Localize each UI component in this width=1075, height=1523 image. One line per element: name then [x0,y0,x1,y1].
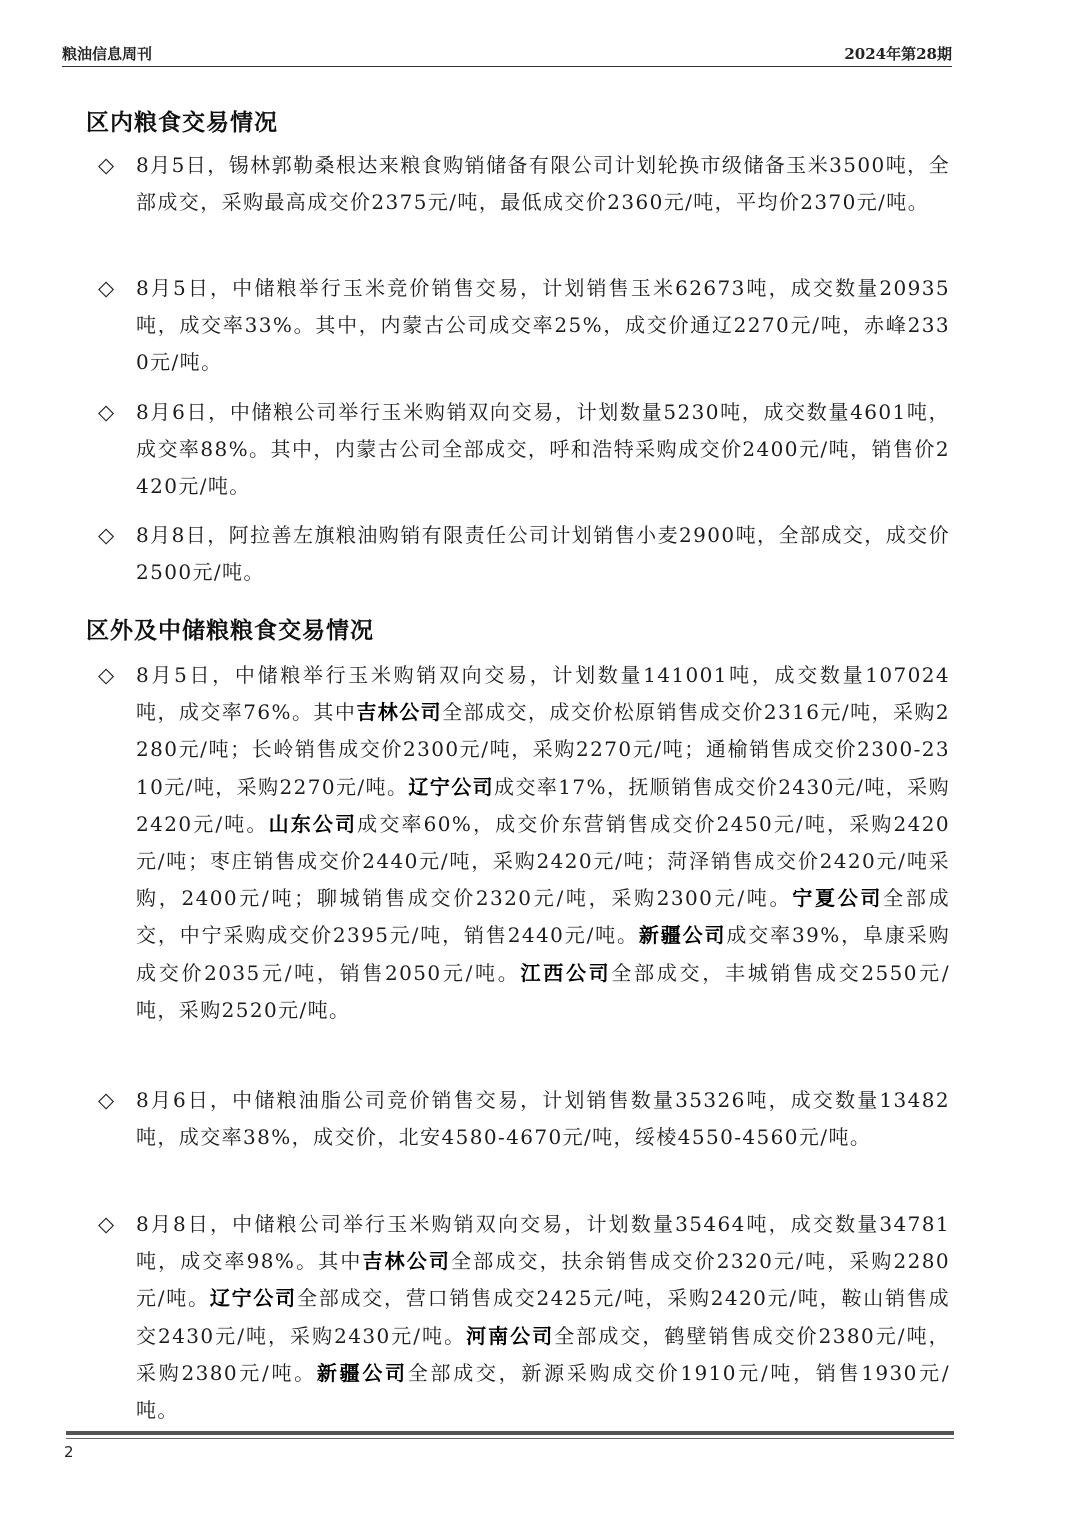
diamond-bullet-icon: ◇ [98,1088,115,1112]
company-name: 新疆公司 [638,923,727,948]
text-segment: 8月5日，中储粮举行玉米购销双向交易，计划数量141001吨，成交数量107024吨，成交率76%。其中 [136,663,950,725]
publication-name: 粮油信息周刊 [62,45,153,63]
list-item-text [136,1082,950,1156]
company-name: 江西公司 [520,960,612,985]
section-title-regional: 区内粮食交易情况 [86,110,278,136]
footer-rule-thin [66,1438,954,1439]
diamond-bullet-icon: ◇ [98,276,115,300]
text-segment: 8月6日，中储粮公司举行玉米购销双向交易，计划数量5230吨，成交数量4601吨，成交率88%。其中，内蒙古公司全部成交，呼和浩特采购成交价2400元/吨，销售价2420元/吨。 [136,400,950,499]
company-name: 山东公司 [268,811,358,836]
text-segment: 成交率39%，阜康采购成交价2035元/吨，销售2050元/吨。 [136,923,951,985]
diamond-bullet-icon: ◇ [98,153,115,177]
text-segment: 成交率60%，成交价东营销售成交价2450元/吨，采购2420元/吨；枣庄销售成交价2440元/吨，采购2420元/吨；菏泽销售成交价2420元/吨采购，2400元/吨；聊城销售成交价2320元/吨，采购2300元/吨。 [136,811,950,911]
text-segment: 8月8日，中储粮公司举行玉米购销双向交易，计划数量35464吨，成交数量34781吨，成交率98%。其中 [136,1212,950,1274]
header-rule [62,66,952,67]
company-name: 吉林公司 [362,1249,452,1274]
running-header [62,43,952,65]
diamond-bullet-icon: ◇ [98,1212,115,1236]
company-name: 辽宁公司 [209,1286,297,1311]
text-segment: 全部成交，扶余销售成交价2320元/吨，采购2280元/吨。 [136,1249,951,1311]
page-number: 2 [64,1443,74,1461]
company-name: 河南公司 [466,1323,555,1348]
diamond-bullet-icon: ◇ [98,663,115,687]
text-segment: 8月5日，中储粮举行玉米竞价销售交易，计划销售玉米62673吨，成交数量20935吨，成交率33%。其中，内蒙古公司成交率25%，成交价通辽2270元/吨，赤峰2330元/吨。 [136,276,950,375]
company-name: 吉林公司 [356,700,443,725]
list-item-text [136,1206,950,1429]
text-segment: 8月5日，锡林郭勒桑根达来粮食购销储备有限公司计划轮换市级储备玉米3500吨，全部成交，采购最高成交价2375元/吨，最低成交价2360元/吨，平均价2370元/吨。 [136,153,950,215]
list-item-text [136,270,950,382]
text-segment: 8月8日，阿拉善左旗粮油购销有限责任公司计划销售小麦2900吨，全部成交，成交价2500元/吨。 [136,523,950,585]
footer-rule-thick [66,1431,954,1435]
diamond-bullet-icon: ◇ [98,400,115,424]
text-segment: 全部成交，新源采购成交价1910元/吨，销售1930元/吨。 [136,1360,950,1423]
section-title-external: 区外及中储粮粮食交易情况 [86,618,374,644]
text-segment: 8月6日，中储粮油脂公司竞价销售交易，计划销售数量35326吨，成交数量13482吨，成交率38%，成交价，北安4580-4670元/吨，绥棱4550-4560元/吨。 [136,1088,950,1150]
list-item-text [136,394,950,506]
text-segment: 全部成交，鹤壁销售成交价2380元/吨，采购2380元/吨。 [136,1323,951,1385]
company-name: 新疆公司 [316,1360,408,1385]
text-segment: 全部成交，成交价松原销售成交价2316元/吨，采购2280元/吨；长岭销售成交价2300元/吨，采购2270元/吨；通榆销售成交价2300-2310元/吨，采购2270元/吨。 [136,700,950,799]
text-segment: 全部成交，中宁采购成交价2395元/吨，销售2440元/吨。 [136,886,950,948]
list-item-text [136,147,950,221]
text-segment: 成交率17%，抚顺销售成交价2430元/吨，采购2420元/吨。 [136,774,950,836]
list-item-text [136,657,950,1029]
diamond-bullet-icon: ◇ [98,523,115,547]
issue-number: 2024年第28期 [844,45,952,63]
text-segment: 全部成交，丰城销售成交2550元/吨，采购2520元/吨。 [136,960,950,1022]
company-name: 辽宁公司 [408,774,495,799]
company-name: 宁夏公司 [792,886,884,911]
list-item-text [136,517,950,591]
text-segment: 全部成交，营口销售成交2425元/吨，采购2420元/吨，鞍山销售成交2430元/吨，采购2430元/吨。 [136,1286,950,1348]
